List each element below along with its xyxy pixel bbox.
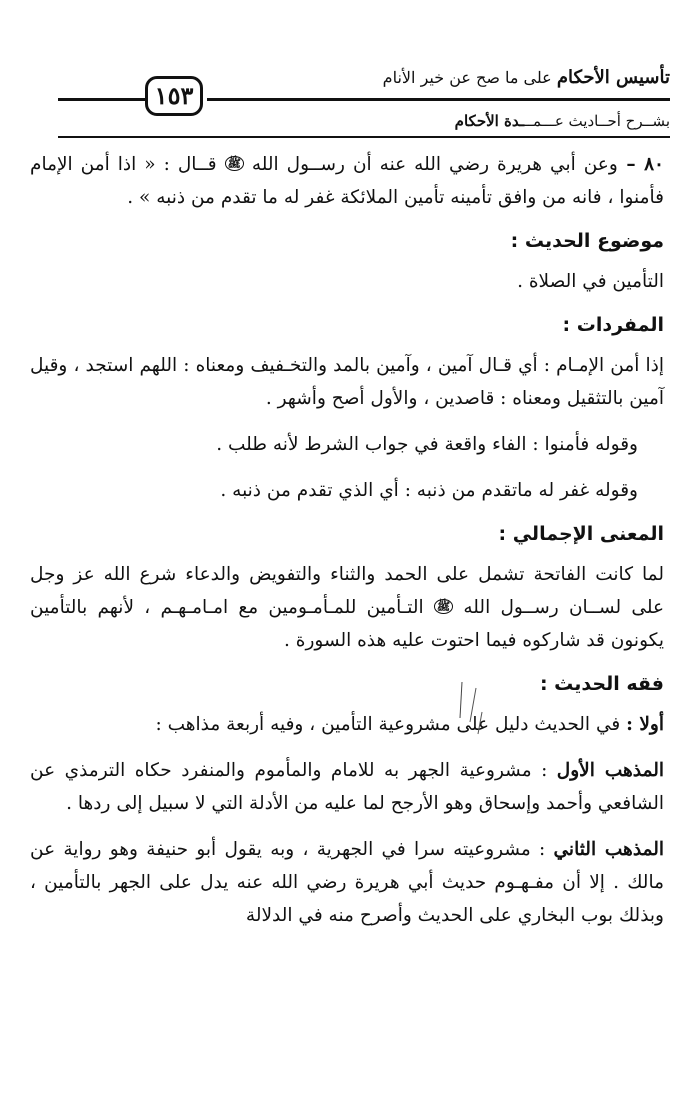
vocab-paragraph-3: وقوله غفر له ماتقدم من ذنبه : أي الذي تقدم من ذنبه .: [220, 480, 638, 501]
meaning-paragraph: [30, 558, 664, 657]
hadith-number: ٨٠: [644, 154, 664, 175]
meaning-text-1: لما كانت الفاتحة تشمل على الحمد والثناء والتفويض والدعاء شرع الله عز وجل على لســان رســول الله: [30, 564, 664, 618]
madhhab-1-paragraph: [30, 754, 664, 820]
page-number: ١٥٣: [145, 76, 203, 116]
book-title-bold: تأسيس الأحكام: [556, 67, 670, 88]
first-text: في الحديث دليل على مشروعية التأمين ، وفيه أربعة مذاهب :: [155, 714, 627, 735]
vocab-paragraph-1: إذا أمن الإمـام : أي قـال آمين ، وآمين بالمد والتخـفيف ومعناه : اللهم استجد ، وقيل آمين بالتثقيل ومعناه : قاصدين ، والأول أصح وأشهر .: [30, 355, 664, 409]
madhhab-2-paragraph: [30, 833, 664, 932]
subject-heading: موضوع الحديث :: [510, 230, 664, 252]
page-body: [30, 148, 664, 932]
header-rule-left: [58, 98, 158, 101]
header-rule-bottom: [58, 136, 670, 138]
hadith-text-2: قــال : « اذا أمن الإمام فأمنوا ، فانه من وافق تأمينه تأمين الملائكة غفر له ما تقدم من ذنبه » .: [30, 154, 664, 208]
vocab-heading: المفردات :: [562, 314, 664, 336]
hadith-text-1: وعن أبي هريرة رضي الله عنه أن رســول الله: [251, 154, 618, 175]
madhhab-2-text: : مشروعيته سرا في الجهرية ، وبه يقول أبو حنيفة وهو رواية عن مالك . إلا أن مفـهـوم حديث أبي هريرة رضي الله عنه يدل على الجهر بالتأمين ، وبذلك بوب البخاري على الحديث وأصرح منه في الدلالة: [30, 839, 664, 926]
salawat-icon: ﷺ: [225, 156, 244, 171]
book-title-rest: على ما صح عن خير الأنام: [382, 68, 557, 87]
meaning-text-2: التـأمين للمـأمـومين مع امـامـهـم ، لأنهم بالتأمين يكونون قد شاركوه فيما احتوت عليه هذه السورة .: [30, 597, 664, 651]
book-subtitle-bold: ـدة الأحكام: [454, 112, 525, 130]
madhhab-1-label: المذهب الأول: [556, 760, 664, 781]
header-rule-right: [207, 98, 670, 101]
vocab-paragraph-2: وقوله فأمنوا : الفاء واقعة في جواب الشرط لأنه طلب .: [216, 434, 638, 455]
book-subtitle-light: بشــرح أحــاديث عـــمــ: [524, 112, 670, 130]
meaning-heading: المعنى الإجمالي :: [498, 523, 664, 545]
book-title: [383, 66, 670, 90]
madhhab-2-label: المذهب الثاني: [553, 839, 664, 860]
hadith-paragraph: [30, 148, 664, 214]
salawat-icon-2: ﷺ: [434, 599, 453, 614]
subject-text: التأمين في الصلاة .: [517, 271, 664, 292]
fiqh-heading: فقه الحديث :: [539, 673, 664, 695]
book-subtitle: [455, 110, 670, 132]
madhhab-1-text: : مشروعية الجهر به للامام والمأموم والمنفرد حكاه الترمذي عن الشافعي وأحمد وإسحاق وهو الأرجح لما عليه من الأدلة التي لا سبيل إلى ردها .: [30, 760, 664, 814]
first-label: أولا :: [626, 714, 664, 735]
hadith-dash: –: [617, 154, 645, 175]
first-point: [30, 708, 664, 741]
pen-mark-icon: [452, 678, 492, 738]
